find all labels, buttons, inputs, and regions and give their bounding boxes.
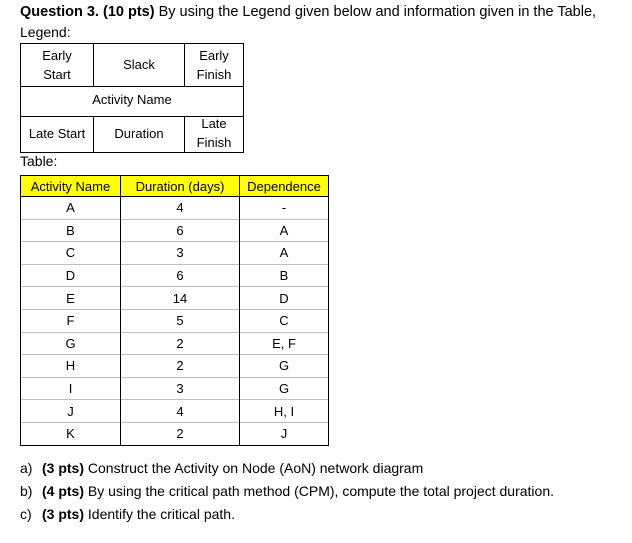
- cell-dependence: B: [240, 264, 329, 287]
- cell-duration: 5: [121, 309, 240, 332]
- legend-box: [20, 43, 244, 153]
- part-c: c) (3 pts) Identify the critical path.: [20, 506, 235, 522]
- cell-dependence: A: [240, 242, 329, 265]
- question-heading: [20, 4, 596, 20]
- part-b: b) (4 pts) By using the critical path method (CPM), compute the total project duration.: [20, 483, 555, 499]
- table-row: [21, 242, 329, 265]
- table-row: [21, 377, 329, 400]
- cell-activity: B: [21, 219, 121, 242]
- cell-duration: 6: [121, 264, 240, 287]
- question-text: By using the Legend given below and information given in the Table,: [154, 4, 597, 20]
- legend-divider: [21, 86, 243, 87]
- cell-activity: J: [21, 400, 121, 423]
- legend-duration: Duration: [114, 126, 164, 141]
- table-row: [21, 400, 329, 423]
- table-row: [21, 355, 329, 378]
- header-duration: Duration (days): [121, 176, 240, 197]
- cell-dependence: D: [240, 287, 329, 310]
- cell-dependence: E, F: [240, 332, 329, 355]
- part-a: a) (3 pts) Construct the Activity on Node (AoN) network diagram: [20, 460, 424, 476]
- cell-dependence: H, I: [240, 400, 329, 423]
- cell-dependence: C: [240, 309, 329, 332]
- question-parts: [20, 457, 554, 526]
- cell-activity: D: [21, 264, 121, 287]
- table-label: Table:: [20, 153, 58, 169]
- cell-activity: I: [21, 377, 121, 400]
- cell-duration: 2: [121, 422, 240, 445]
- table-row: [21, 287, 329, 310]
- cell-activity: F: [21, 309, 121, 332]
- table-row: [21, 309, 329, 332]
- cell-duration: 3: [121, 242, 240, 265]
- cell-dependence: G: [240, 377, 329, 400]
- cell-dependence: A: [240, 219, 329, 242]
- legend-slack: Slack: [123, 57, 155, 72]
- header-activity-name: Activity Name: [21, 176, 121, 197]
- cell-duration: 14: [121, 287, 240, 310]
- legend-late-finish: Late Finish: [196, 116, 232, 150]
- cell-duration: 2: [121, 355, 240, 378]
- table-row: [21, 264, 329, 287]
- legend-label: Legend:: [20, 24, 71, 40]
- cell-dependence: J: [240, 422, 329, 445]
- cell-activity: K: [21, 422, 121, 445]
- cell-duration: 2: [121, 332, 240, 355]
- legend-early-finish: Early Finish: [196, 48, 232, 82]
- cell-activity: H: [21, 355, 121, 378]
- table-row: [21, 219, 329, 242]
- cell-activity: G: [21, 332, 121, 355]
- question-number: Question 3. (10 pts): [20, 4, 155, 20]
- cell-dependence: G: [240, 355, 329, 378]
- cell-activity: A: [21, 197, 121, 220]
- cell-duration: 4: [121, 197, 240, 220]
- cell-duration: 3: [121, 377, 240, 400]
- legend-late-start: Late Start: [28, 126, 86, 141]
- table-row: [21, 422, 329, 445]
- cell-dependence: -: [240, 197, 329, 220]
- legend-early-start: Early Start: [42, 48, 72, 82]
- table-row: [21, 197, 329, 220]
- table-row: [21, 332, 329, 355]
- header-dependence: Dependence: [240, 176, 329, 197]
- cell-duration: 4: [121, 400, 240, 423]
- cell-duration: 6: [121, 219, 240, 242]
- cell-activity: C: [21, 242, 121, 265]
- activity-table: [20, 175, 329, 446]
- legend-activity-name: Activity Name: [92, 92, 172, 107]
- cell-activity: E: [21, 287, 121, 310]
